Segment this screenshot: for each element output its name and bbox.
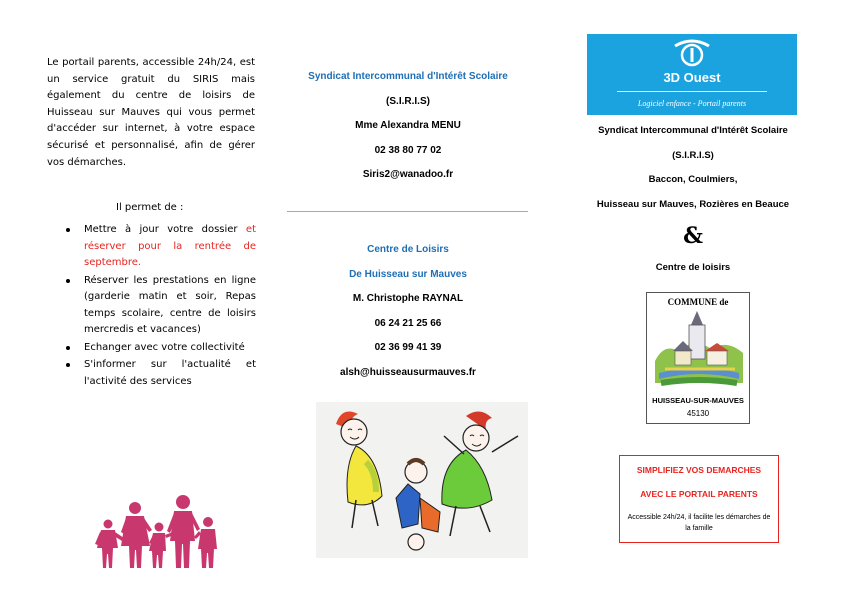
commune-name: HUISSEAU-SUR-MAUVES — [652, 396, 744, 405]
logo-rule — [617, 91, 767, 92]
feature-text: Echanger avec votre collectivité — [84, 341, 245, 353]
siris-email[interactable]: Siris2@wanadoo.fr — [362, 169, 454, 180]
siris-phone: 02 38 80 77 02 — [374, 144, 442, 156]
logo-tagline: Logiciel enfance - Portail parents — [637, 99, 747, 108]
promo-line-1: SIMPLIFIEZ VOS DEMARCHES — [636, 465, 762, 475]
feature-text: S'informer sur l'actualité et l'activité des services — [84, 359, 256, 387]
cover-text-block — [580, 119, 806, 217]
intro-paragraph: Le portail parents, accessible 24h/24, est un service gratuit du SIRIS mais également du centre de loisirs de Huisseau sur Mauves qui vous permet d'accéder sur internet, à votre espace sécurisé et personnalisé, afin de gérer vos démarches. — [47, 57, 255, 168]
divider — [287, 211, 528, 212]
promo-line-3: Accessible 24h/24, il facilite les démarches de la famille — [627, 514, 771, 532]
siris-person: Mme Alexandra MENU — [355, 120, 461, 131]
cover-towns-1: Baccon, Coulmiers, — [648, 174, 738, 185]
list-item — [64, 357, 256, 390]
siris-name: Syndicat Intercommunal d'Intérêt Scolaire — [308, 71, 508, 82]
promo-line-2: AVEC LE PORTAIL PARENTS — [640, 489, 758, 499]
family-silhouette-image — [95, 492, 219, 570]
centre-place: De Huisseau sur Mauves — [349, 268, 467, 280]
list-item — [64, 340, 256, 357]
feature-highlight: et réserver pour la rentrée de septembre. — [84, 224, 256, 268]
children-illustration — [316, 402, 528, 558]
list-item — [64, 222, 256, 272]
ampersand: & — [683, 223, 703, 249]
centre-contact-block — [287, 238, 529, 385]
promo-box — [619, 455, 779, 543]
centre-email[interactable]: alsh@huisseausurmauves.fr — [340, 366, 476, 378]
centre-person: M. Christophe RAYNAL — [352, 293, 464, 304]
logo-mark-icon — [673, 38, 711, 68]
siris-contact-block — [287, 65, 529, 188]
feature-text: Mettre à jour votre dossier — [84, 224, 246, 235]
cover-siris-name: Syndicat Intercommunal d'Intérêt Scolaire — [598, 125, 788, 136]
commune-title: COMMUNE de — [667, 297, 729, 307]
siris-acronym: (S.I.R.I.S) — [386, 95, 430, 107]
cover-centre-label: Centre de loisirs — [655, 262, 731, 273]
centre-phone-1: 06 24 21 25 66 — [374, 317, 442, 329]
centre-phone-2: 02 36 99 41 39 — [374, 342, 442, 353]
feature-text: Réserver les prestations en ligne (garderie matin et soir, Repas temps scolaire, centre de loisirs mercredis et vacances) — [84, 274, 256, 335]
cover-towns-2: Huisseau sur Mauves, Rozières en Beauce — [596, 198, 790, 210]
list-item — [64, 273, 256, 339]
features-title: Il permet de : — [116, 202, 184, 213]
commune-postcode: 45130 — [686, 409, 710, 418]
logo-brand-text: 3D Ouest — [663, 70, 721, 85]
cover-siris-acronym: (S.I.R.I.S) — [672, 149, 714, 161]
centre-title: Centre de Loisirs — [367, 244, 449, 255]
features-list — [64, 222, 256, 391]
commune-logo — [646, 292, 750, 424]
church-village-icon — [655, 311, 743, 395]
3d-ouest-logo — [587, 34, 797, 115]
